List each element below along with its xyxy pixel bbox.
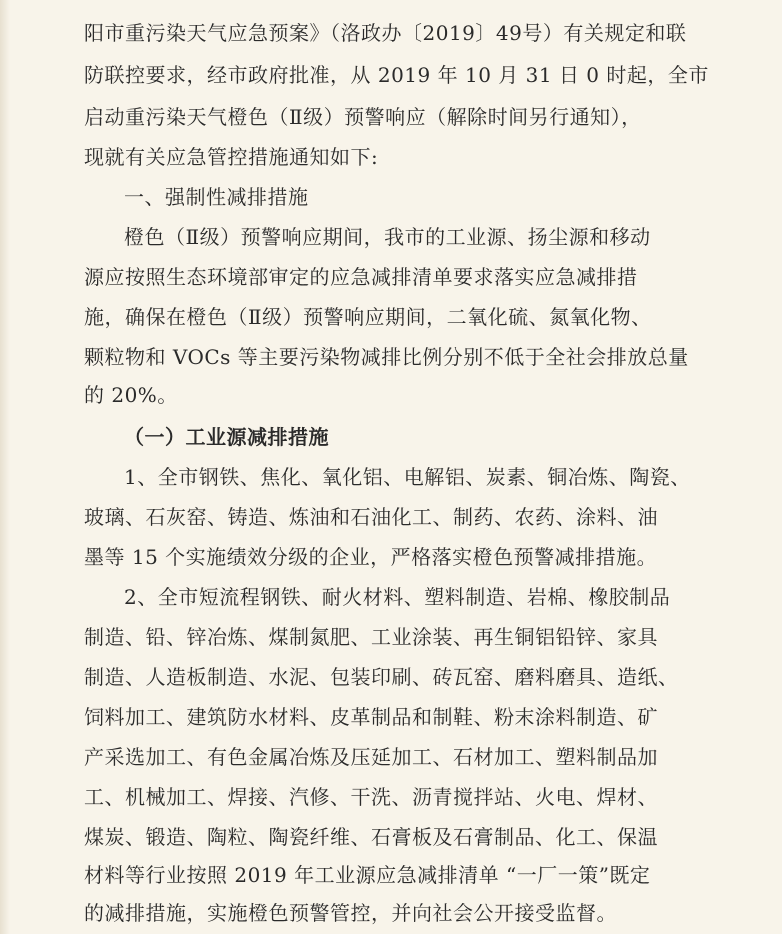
text-line: 产采选加工、有色金属冶炼及压延加工、石材加工、塑料制品加 [84, 745, 658, 769]
text-line: 煤炭、锻造、陶粒、陶瓷纤维、石膏板及石膏制品、化工、保温 [84, 825, 658, 849]
text-line: 现就有关应急管控措施通知如下: [84, 145, 379, 169]
item-1-first-line: 1、全市钢铁、焦化、氧化铝、电解铝、炭素、铜冶炼、陶瓷、 [124, 465, 691, 489]
text-line: 的 20%。 [84, 383, 178, 407]
text-line: 材料等行业按照 2019 年工业源应急减排清单 “一厂一策”既定 [84, 863, 651, 887]
subsection-heading: （一）工业源减排措施 [124, 425, 329, 449]
text-line: 玻璃、石灰窑、铸造、炼油和石油化工、制药、农药、涂料、油 [84, 505, 658, 529]
page-edge-shadow [0, 0, 10, 934]
paragraph-first-line: 橙色（Ⅱ级）预警响应期间，我市的工业源、扬尘源和移动 [124, 225, 651, 249]
text-line: 源应按照生态环境部审定的应急减排清单要求落实应急减排措 [84, 265, 638, 289]
text-line: 工、机械加工、焊接、汽修、干洗、沥青搅拌站、火电、焊材、 [84, 785, 658, 809]
text-line: 墨等 15 个实施绩效分级的企业，严格落实橙色预警减排措施。 [84, 545, 658, 569]
text-line: 阳市重污染天气应急预案》（洛政办〔2019〕49号）有关规定和联 [84, 21, 687, 45]
text-line: 防联控要求，经市政府批准，从 2019 年 10 月 31 日 0 时起，全市 [84, 63, 709, 87]
text-line: 的减排措施，实施橙色预警管控，并向社会公开接受监督。 [84, 901, 617, 925]
item-2-first-line: 2、全市短流程钢铁、耐火材料、塑料制造、岩棉、橡胶制品 [124, 585, 671, 609]
text-line: 启动重污染天气橙色（Ⅱ级）预警响应（解除时间另行通知）， [84, 105, 642, 129]
text-line: 制造、铅、锌冶炼、煤制氮肥、工业涂装、再生铜铝铅锌、家具 [84, 625, 658, 649]
text-line: 颗粒物和 VOCs 等主要污染物减排比例分别不低于全社会排放总量 [84, 345, 689, 369]
section-heading: 一、强制性减排措施 [124, 185, 309, 209]
text-line: 饲料加工、建筑防水材料、皮革制品和制鞋、粉末涂料制造、矿 [84, 705, 658, 729]
text-line: 施，确保在橙色（Ⅱ级）预警响应期间，二氧化硫、氮氧化物、 [84, 305, 652, 329]
text-line: 制造、人造板制造、水泥、包装印刷、砖瓦窑、磨料磨具、造纸、 [84, 665, 679, 689]
